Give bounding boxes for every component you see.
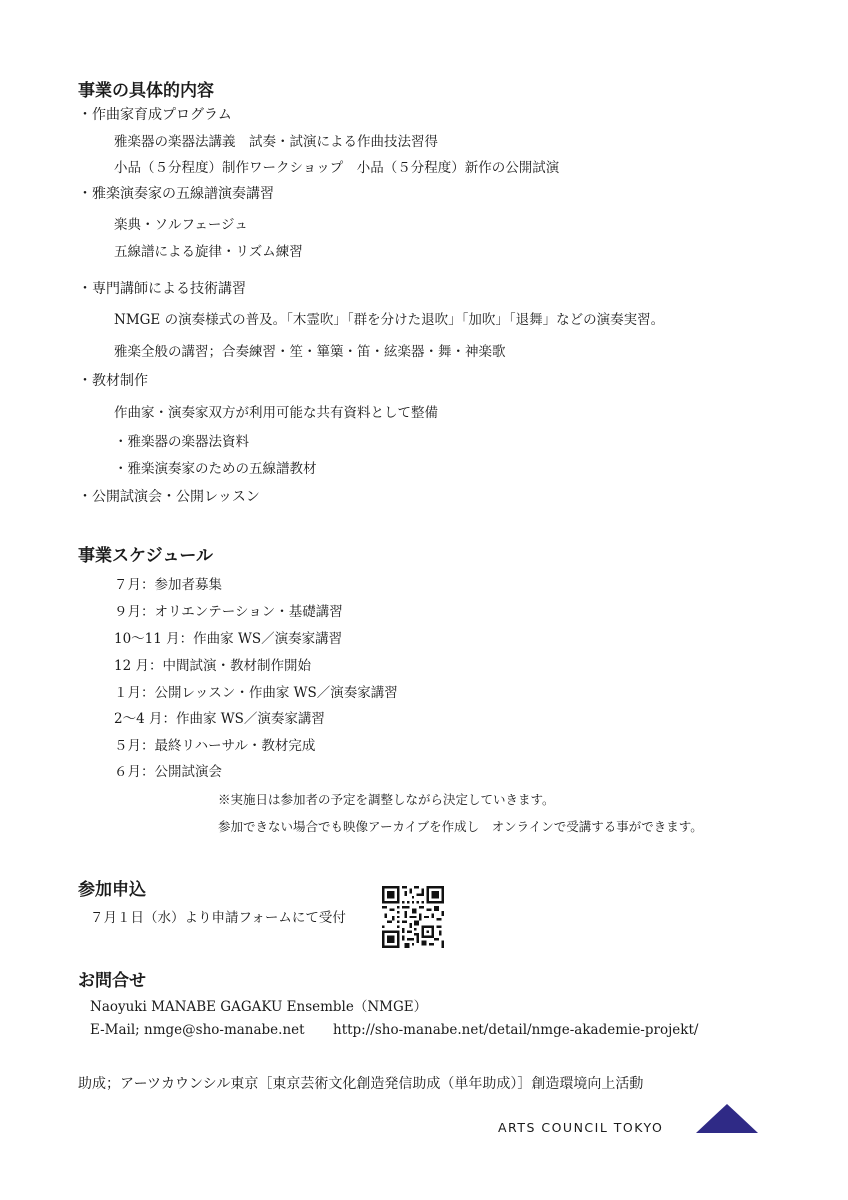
contact-email-link[interactable]: E-Mail; nmge@sho-manabe.net <box>90 1022 305 1038</box>
arts-council-logo-text: ARTS COUNCIL TOKYO <box>498 1120 664 1135</box>
section-title-contact: お問合せ <box>78 971 146 991</box>
schedule-item: 10〜11 月：作曲家 WS／演奏家講習 <box>114 631 343 647</box>
program-line: 五線譜による旋律・リズム練習 <box>114 244 303 260</box>
program-line: NMGE の演奏様式の普及。「木霊吹」「群を分けた退吹」「加吹」「退舞」などの演奏実習。 <box>114 312 665 328</box>
schedule-item: ７月：参加者募集 <box>114 577 222 593</box>
program-label-performer: ・雅楽演奏家の五線譜演奏講習 <box>78 186 274 202</box>
schedule-item: 2〜4 月：作曲家 WS／演奏家講習 <box>114 711 325 727</box>
program-line: 作曲家・演奏家双方が利用可能な共有資料として整備 <box>114 405 438 421</box>
program-label-technical: ・専門講師による技術講習 <box>78 281 246 297</box>
schedule-item: ５月：最終リハーサル・教材完成 <box>114 738 316 754</box>
program-label-materials: ・教材制作 <box>78 373 148 389</box>
program-line: 小品（５分程度）制作ワークショップ 小品（５分程度）新作の公開試演 <box>114 160 560 176</box>
application-text: ７月１日（水）より申請フォームにて受付 <box>90 910 346 926</box>
schedule-item: ６月：公開試演会 <box>114 764 222 780</box>
schedule-item: 12 月：中間試演・教材制作開始 <box>114 658 311 674</box>
section-title-content: 事業の具体的内容 <box>78 81 214 101</box>
schedule-note: ※実施日は参加者の予定を調整しながら決定していきます。 <box>218 792 555 807</box>
program-subitem: ・雅楽器の楽器法資料 <box>114 434 249 450</box>
section-title-application: 参加申込 <box>78 880 146 900</box>
program-label-composer: ・作曲家育成プログラム <box>78 107 232 123</box>
section-title-schedule: 事業スケジュール <box>78 546 213 566</box>
program-label-public: ・公開試演会・公開レッスン <box>78 489 260 505</box>
program-line: 雅楽全般の講習；合奏練習・笙・篳篥・笛・絃楽器・舞・神楽歌 <box>114 344 506 360</box>
program-line: 雅楽器の楽器法講義 試奏・試演による作曲技法習得 <box>114 134 438 150</box>
qr-code-icon[interactable] <box>382 886 444 948</box>
schedule-item: ９月：オリエンテーション・基礎講習 <box>114 604 343 620</box>
schedule-note: 参加できない場合でも映像アーカイブを作成し オンラインで受講する事ができます。 <box>218 819 703 834</box>
support-text: 助成；アーツカウンシル東京［東京芸術文化創造発信助成（単年助成）］創造環境向上活動 <box>78 1076 644 1092</box>
schedule-item: １月：公開レッスン・作曲家 WS／演奏家講習 <box>114 685 398 701</box>
contact-org: Naoyuki MANABE GAGAKU Ensemble（NMGE） <box>90 999 428 1015</box>
arts-council-logo-icon <box>696 1104 758 1134</box>
program-line: 楽典・ソルフェージュ <box>114 217 248 233</box>
program-subitem: ・雅楽演奏家のための五線譜教材 <box>114 461 317 477</box>
contact-url-link[interactable]: http://sho-manabe.net/detail/nmge-akademie-projekt/ <box>333 1022 699 1038</box>
